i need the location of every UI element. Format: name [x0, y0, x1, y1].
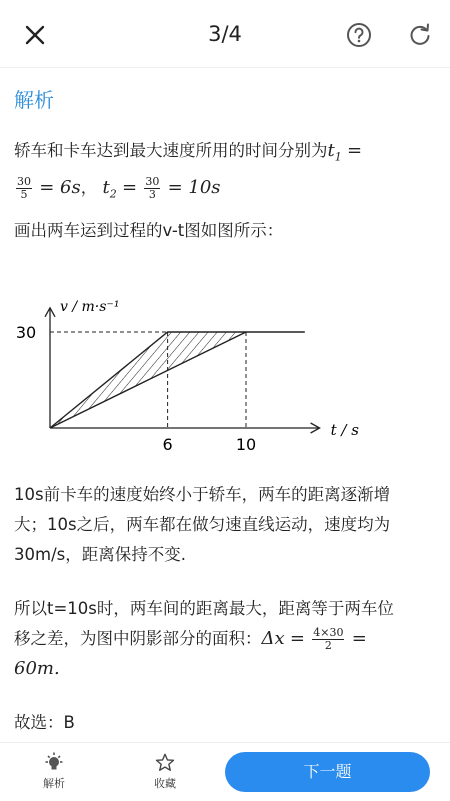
question-progress: 3/4	[208, 22, 242, 46]
refresh-icon	[405, 20, 435, 50]
next-question-button[interactable]: 下一题	[225, 752, 430, 792]
y-tick-30: 30	[15, 323, 37, 342]
analysis-paragraph-2: 画出两车运到过程的v-t图如图所示：	[14, 221, 284, 240]
p4-line-1: 所以t=10s时，两车间的距离最大，距离等于两车位	[14, 599, 394, 618]
fraction-area: $\frac{4\times 30}{2}$	[313, 626, 344, 652]
lightbulb-icon	[42, 751, 66, 775]
x-tick-6: 6	[162, 435, 173, 454]
equals-sign: =	[346, 140, 363, 161]
top-bar	[0, 0, 450, 68]
fraction-30-5: $\frac{30}{5}$	[17, 174, 31, 201]
p4-line-2: 移之差，为图中阴影部分的面积：Δx = $\frac{4\times 30}{2}$ =	[14, 626, 367, 652]
fraction-30-3: $\frac{30}{3}$	[145, 174, 160, 201]
tab-analysis[interactable]	[14, 743, 94, 801]
analysis-paragraph-1	[14, 136, 438, 209]
series-truck-line	[50, 332, 246, 428]
refresh-button[interactable]	[405, 20, 435, 50]
equals-sign: =	[121, 176, 138, 198]
x-axis-label: t / s	[330, 421, 359, 439]
bottom-bar	[0, 742, 450, 801]
p1-text: 轿车和卡车达到最大速度所用的时间分别为	[14, 141, 328, 160]
y-axis-label: v / m·s⁻¹	[60, 298, 120, 315]
answer-text: 故选：B	[14, 713, 75, 732]
t1-symbol: $t_1$	[327, 140, 342, 164]
star-icon	[154, 752, 176, 774]
p3-line-3: 30m/s，距离保持不变.	[14, 545, 186, 564]
t2-symbol: $t_2$	[102, 176, 117, 201]
p3-line-2: 大；10s之后，两车都在做匀速直线运动，速度均为	[14, 515, 391, 534]
delta-x: Δx	[261, 628, 285, 649]
tab-favorite[interactable]	[125, 743, 205, 801]
help-icon	[344, 20, 374, 50]
p3-line-1: 10s前卡车的速度始终小于轿车，两车的距离逐渐增	[14, 485, 391, 504]
tab-favorite-label: 收藏	[154, 777, 176, 790]
analysis-paragraph-4	[14, 594, 438, 684]
separator: ，	[80, 177, 98, 197]
t2-value: = 10s	[167, 176, 221, 198]
x-tick-10: 10	[235, 435, 257, 454]
vt-graph	[14, 258, 359, 458]
analysis-title: 解析	[14, 88, 54, 112]
p4-line-3: 60m.	[14, 658, 60, 679]
tab-analysis-label: 解析	[43, 777, 65, 790]
analysis-paragraph-3	[14, 480, 438, 570]
t1-value: = 6s	[39, 176, 81, 198]
help-button[interactable]	[344, 20, 374, 50]
